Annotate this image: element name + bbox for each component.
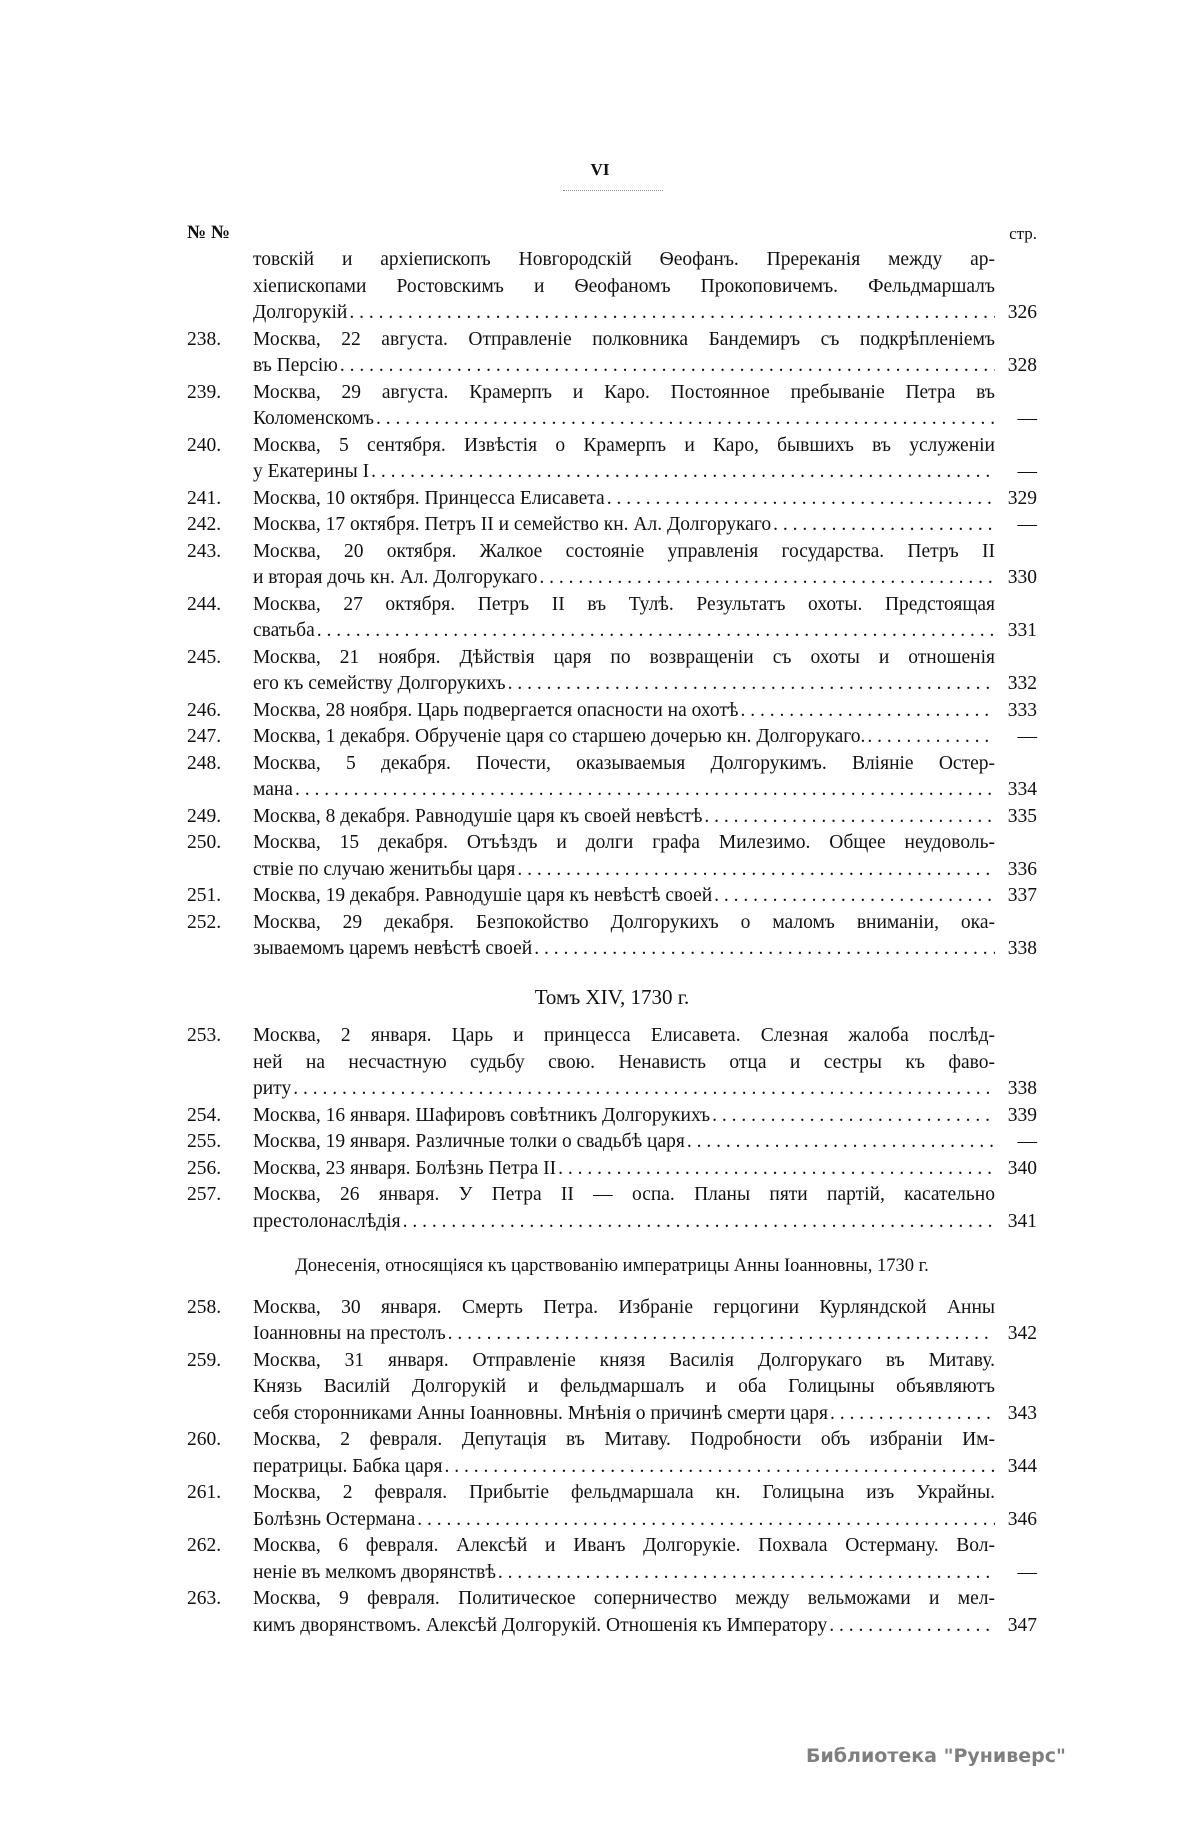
section-heading: Томъ XIV, 1730 г. bbox=[534, 984, 690, 1009]
entry-number bbox=[187, 300, 253, 327]
entry-text-line: Москва, 2 февраля. Депутація въ Митаву. Подробности объ избраніи Им- bbox=[253, 1429, 995, 1450]
entry-page bbox=[995, 1023, 1037, 1050]
entry-page: 328 bbox=[1007, 355, 1037, 376]
entry-text-line: Москва, 10 октября. Принцесса Елисавета bbox=[253, 487, 605, 509]
entry-text-line: его къ семейству Долгорукихъ bbox=[253, 673, 506, 694]
entry-page: 337 bbox=[1007, 885, 1037, 906]
entry-page bbox=[995, 645, 1037, 672]
entry-page bbox=[995, 830, 1037, 857]
entry-text bbox=[253, 1076, 995, 1103]
entry-number: 249. bbox=[187, 805, 222, 827]
entry-text-line: въ Персію bbox=[253, 355, 338, 376]
entry-text-line: Москва, 6 февраля. Алексѣй и Иванъ Долгорукіе. Похвала Остерману. Вол- bbox=[253, 1535, 995, 1556]
entry-number: 239. bbox=[187, 381, 222, 403]
entry-text-line: Москва, 21 ноября. Дѣйствія царя по возвращеніи съ охоты и отношенія bbox=[253, 646, 995, 668]
entry-text bbox=[253, 777, 995, 804]
entry-number bbox=[187, 1076, 253, 1103]
entry-text bbox=[253, 539, 995, 566]
entry-page: — bbox=[1017, 461, 1037, 482]
entry-text bbox=[253, 671, 995, 698]
entry-text bbox=[253, 1321, 995, 1348]
toc-entry-line bbox=[187, 1295, 1037, 1322]
entry-page: — bbox=[1017, 514, 1037, 535]
entry-number: 256. bbox=[187, 1157, 222, 1179]
toc-entry-line bbox=[187, 486, 1037, 513]
entry-number bbox=[187, 936, 253, 963]
entry-number: 245. bbox=[187, 646, 222, 668]
entry-number bbox=[187, 1507, 253, 1534]
entry-page: 331 bbox=[1007, 620, 1037, 641]
entry-page bbox=[995, 751, 1037, 778]
entry-page: 344 bbox=[1007, 1455, 1037, 1477]
entry-text bbox=[253, 698, 995, 725]
entry-page bbox=[995, 274, 1037, 301]
toc-entry-line bbox=[187, 751, 1037, 778]
entry-text-line: ператрицы. Бабка царя bbox=[253, 1455, 443, 1477]
entry-number: 259. bbox=[187, 1349, 222, 1371]
entry-text-line: неніе въ мелкомъ дворянствѣ bbox=[253, 1561, 496, 1583]
entry-text-line: Москва, 9 февраля. Политическое соперничество между вельможами и мел- bbox=[253, 1588, 995, 1609]
entry-number bbox=[187, 1374, 253, 1401]
entry-number: 243. bbox=[187, 540, 222, 562]
toc-entry-line bbox=[187, 1560, 1037, 1587]
entry-page: — bbox=[1017, 726, 1037, 747]
entry-page bbox=[995, 1182, 1037, 1209]
entry-page bbox=[995, 380, 1037, 407]
toc-entry-line bbox=[187, 698, 1037, 725]
dot-leader bbox=[401, 1209, 995, 1236]
entry-number: 246. bbox=[187, 699, 222, 721]
library-watermark: Библиотека "Руниверс" bbox=[806, 1745, 1066, 1767]
entry-text-line: Москва, 1 декабря. Обрученіе царя со старшею дочерью кн. Долгорукаго. bbox=[253, 726, 866, 747]
entry-number bbox=[187, 459, 253, 486]
entry-page bbox=[995, 592, 1037, 619]
entry-text bbox=[253, 1374, 995, 1401]
entry-text bbox=[253, 1023, 995, 1050]
entry-number: 248. bbox=[187, 752, 222, 774]
section-heading: Донесенія, относящіяся къ царствованію императрицы Анны Іоанновны, 1730 г. bbox=[295, 1256, 929, 1276]
entry-number bbox=[187, 671, 253, 698]
entry-text bbox=[253, 1050, 995, 1077]
toc-entry-line bbox=[187, 1586, 1037, 1613]
dot-leader bbox=[515, 857, 995, 884]
entry-text bbox=[253, 1427, 995, 1454]
entry-text bbox=[253, 433, 995, 460]
entry-page: — bbox=[1017, 1131, 1037, 1152]
entry-text-line: Іоанновны на престолъ bbox=[253, 1323, 446, 1344]
entry-page: 326 bbox=[1007, 302, 1037, 323]
toc-entry-line bbox=[187, 512, 1037, 539]
toc-entry-line bbox=[187, 936, 1037, 963]
entry-text bbox=[253, 618, 995, 645]
entry-page: 332 bbox=[1007, 673, 1037, 694]
entry-number: 244. bbox=[187, 593, 222, 615]
entry-text bbox=[253, 857, 995, 884]
entry-text-line: Москва, 5 сентября. Извѣстія о Крамерпъ и Каро, бывшихъ въ услуженіи bbox=[253, 434, 995, 456]
entry-text bbox=[253, 1209, 995, 1236]
toc-entry-line bbox=[187, 247, 1037, 274]
entry-text-line: риту bbox=[253, 1078, 292, 1099]
entry-text bbox=[253, 300, 995, 327]
entry-number bbox=[187, 1209, 253, 1236]
toc-entry-line bbox=[187, 1533, 1037, 1560]
entry-number: 254. bbox=[187, 1104, 222, 1126]
toc-entry-line bbox=[187, 539, 1037, 566]
entry-number: 262. bbox=[187, 1535, 222, 1556]
entry-text-line: Москва, 15 декабря. Отъѣздъ и долги графа Милезимо. Общее неудоволь- bbox=[253, 832, 995, 853]
entry-text bbox=[253, 247, 995, 274]
entry-page bbox=[995, 1050, 1037, 1077]
dot-leader bbox=[828, 1401, 995, 1428]
entry-text bbox=[253, 724, 995, 751]
entry-text-line: Москва, 19 декабря. Равнодушіе царя къ невѣстѣ своей bbox=[253, 885, 713, 906]
entry-text-line: у Екатерины I bbox=[253, 461, 370, 482]
entry-text-line: Москва, 22 августа. Отправленіе полковника Бандемиръ съ подкрѣпленіемъ bbox=[253, 328, 995, 350]
toc-entry-line bbox=[187, 459, 1037, 486]
entry-text-line: Москва, 27 октября. Петръ II въ Тулѣ. Результатъ охоты. Предстоящая bbox=[253, 593, 995, 615]
toc-entry-line bbox=[187, 327, 1037, 354]
entry-page bbox=[995, 327, 1037, 354]
dot-leader bbox=[605, 486, 995, 513]
entry-page bbox=[995, 1533, 1037, 1560]
entry-text-line: Москва, 20 октября. Жалкое состояніе управленія государства. Петръ II bbox=[253, 540, 995, 562]
dot-leader bbox=[865, 724, 995, 751]
entry-number bbox=[187, 1321, 253, 1348]
entry-text-line: Москва, 29 декабря. Безпокойство Долгорукихъ о маломъ вниманіи, ока- bbox=[253, 911, 995, 933]
entry-page: 330 bbox=[1007, 567, 1037, 588]
entry-text-line: Москва, 29 августа. Крамерпъ и Каро. Постоянное пребываніе Петра въ bbox=[253, 381, 995, 403]
entry-text bbox=[253, 883, 995, 910]
entry-text bbox=[253, 592, 995, 619]
dot-leader bbox=[415, 1507, 995, 1534]
entry-text-line: Долгорукій bbox=[253, 302, 348, 323]
entry-text bbox=[253, 1507, 995, 1534]
toc-entry-line bbox=[187, 1613, 1037, 1640]
entry-text-line: Москва, 5 декабря. Почести, оказываемыя Долгорукимъ. Вліяніе Остер- bbox=[253, 752, 995, 774]
entry-text-line: Москва, 19 января. Различные толки о свадьбѣ царя bbox=[253, 1131, 685, 1152]
toc-entry-line bbox=[187, 1023, 1037, 1050]
entry-text bbox=[253, 1454, 995, 1481]
entry-page bbox=[995, 247, 1037, 274]
entry-text bbox=[253, 486, 995, 513]
entry-text bbox=[253, 1348, 995, 1375]
toc-entry-line bbox=[187, 1050, 1037, 1077]
entry-number: 241. bbox=[187, 487, 222, 509]
entry-page: 334 bbox=[1007, 779, 1037, 800]
toc-entry-line bbox=[187, 565, 1037, 592]
entry-text bbox=[253, 274, 995, 301]
toc-entry-line bbox=[187, 830, 1037, 857]
toc-entry-line bbox=[187, 1507, 1037, 1534]
entry-number bbox=[187, 857, 253, 884]
toc-entry-line bbox=[187, 353, 1037, 380]
toc-entry-line bbox=[187, 1454, 1037, 1481]
entry-page: 341 bbox=[1007, 1210, 1037, 1232]
entry-number bbox=[187, 565, 253, 592]
entry-text bbox=[253, 830, 995, 857]
entry-number bbox=[187, 247, 253, 274]
dot-leader bbox=[369, 459, 995, 486]
entry-page bbox=[995, 1586, 1037, 1613]
entry-text bbox=[253, 459, 995, 486]
entry-page bbox=[995, 1427, 1037, 1454]
toc-entry-line bbox=[187, 1480, 1037, 1507]
dot-leader bbox=[374, 406, 995, 433]
dot-leader bbox=[712, 883, 995, 910]
entry-text bbox=[253, 804, 995, 831]
entry-number: 263. bbox=[187, 1588, 222, 1609]
dot-leader bbox=[291, 1076, 995, 1103]
entry-number bbox=[187, 1050, 253, 1077]
toc-entry-line bbox=[187, 724, 1037, 751]
entry-text bbox=[253, 1533, 995, 1560]
entry-text bbox=[253, 380, 995, 407]
entry-number: 238. bbox=[187, 328, 222, 350]
table-of-contents bbox=[187, 247, 1037, 1639]
entry-number bbox=[187, 1560, 253, 1587]
entry-text bbox=[253, 327, 995, 354]
entry-page: 333 bbox=[1007, 699, 1037, 721]
entry-page: 347 bbox=[1007, 1614, 1037, 1636]
toc-entry-line bbox=[187, 671, 1037, 698]
entry-text bbox=[253, 565, 995, 592]
entry-number: 247. bbox=[187, 726, 222, 747]
dot-leader bbox=[556, 1156, 995, 1183]
toc-entry-line bbox=[187, 777, 1037, 804]
dot-leader bbox=[685, 1129, 995, 1156]
entry-text bbox=[253, 1401, 995, 1428]
entry-text-line: ствіе по случаю женитьбы царя bbox=[253, 858, 516, 880]
toc-entry-line bbox=[187, 1182, 1037, 1209]
entry-text-line: Князь Василій Долгорукій и фельдмаршалъ и оба Голицыны объявляютъ bbox=[253, 1376, 995, 1397]
dot-leader bbox=[446, 1321, 995, 1348]
entry-text bbox=[253, 1129, 995, 1156]
entry-number: 251. bbox=[187, 885, 222, 906]
entry-text-line: Москва, 28 ноября. Царь подвергается опасности на охотѣ bbox=[253, 699, 739, 721]
entry-text-line: Москва, 2 февраля. Прибытіе фельдмаршала кн. Голицына изъ Украйны. bbox=[253, 1482, 995, 1503]
dot-leader bbox=[347, 300, 995, 327]
entry-number: 240. bbox=[187, 434, 222, 456]
entry-text bbox=[253, 936, 995, 963]
toc-entry-line bbox=[187, 1427, 1037, 1454]
entry-text bbox=[253, 1103, 995, 1130]
entry-text bbox=[253, 1182, 995, 1209]
entry-page: — bbox=[1017, 1561, 1037, 1583]
toc-entry-line bbox=[187, 300, 1037, 327]
toc-entry-line bbox=[187, 1103, 1037, 1130]
number-column-header: № № bbox=[187, 222, 230, 243]
entry-number bbox=[187, 406, 253, 433]
entry-page: 340 bbox=[1007, 1157, 1037, 1179]
entry-text-line: и вторая дочь кн. Ал. Долгорукаго bbox=[253, 567, 538, 588]
toc-entry-line bbox=[187, 910, 1037, 937]
toc-entry-line bbox=[187, 857, 1037, 884]
toc-entry-line bbox=[187, 1129, 1037, 1156]
entry-text-line: товскій и архіепископъ Новгородскій Ѳеофанъ. Пререканія между ар- bbox=[253, 249, 995, 270]
dot-leader bbox=[827, 1613, 995, 1640]
dot-leader bbox=[710, 1103, 995, 1130]
entry-page bbox=[995, 1295, 1037, 1322]
page-folio: VI bbox=[590, 160, 610, 179]
entry-page bbox=[995, 1374, 1037, 1401]
toc-entry-line bbox=[187, 274, 1037, 301]
toc-entry-line bbox=[187, 1156, 1037, 1183]
toc-entry-line bbox=[187, 804, 1037, 831]
toc-entry-line bbox=[187, 1321, 1037, 1348]
entry-text-line: зываемомъ царемъ невѣстѣ своей bbox=[253, 938, 533, 959]
entry-text-line: Москва, 2 января. Царь и принцесса Елисавета. Слезная жалоба послѣд- bbox=[253, 1025, 995, 1046]
entry-text bbox=[253, 1156, 995, 1183]
entry-page: 339 bbox=[1007, 1104, 1037, 1126]
toc-entry-line bbox=[187, 406, 1037, 433]
entry-text bbox=[253, 406, 995, 433]
entry-number: 250. bbox=[187, 832, 222, 853]
entry-text-line: Москва, 30 января. Смерть Петра. Избраніе герцогини Курляндской Анны bbox=[253, 1296, 995, 1318]
toc-entry-line bbox=[187, 1401, 1037, 1428]
entry-number bbox=[187, 777, 253, 804]
entry-number: 242. bbox=[187, 514, 222, 535]
entry-number: 258. bbox=[187, 1296, 222, 1318]
toc-entry-line bbox=[187, 1374, 1037, 1401]
toc-entry-line bbox=[187, 1348, 1037, 1375]
entry-page bbox=[995, 1348, 1037, 1375]
entry-text-line: кимъ дворянствомъ. Алексѣй Долгорукій. Отношенія къ Императору bbox=[253, 1614, 828, 1636]
toc-entry-line bbox=[187, 1209, 1037, 1236]
entry-page: 342 bbox=[1007, 1323, 1037, 1344]
page-column-header: стр. bbox=[1009, 224, 1037, 243]
entry-text-line: мана bbox=[253, 779, 293, 800]
dot-leader bbox=[338, 353, 995, 380]
toc-entry-line bbox=[187, 592, 1037, 619]
dot-leader bbox=[771, 512, 995, 539]
entry-number: 260. bbox=[187, 1429, 222, 1450]
dot-leader bbox=[443, 1454, 995, 1481]
dot-leader bbox=[506, 671, 995, 698]
entry-page: 329 bbox=[1007, 487, 1037, 509]
entry-number bbox=[187, 274, 253, 301]
entry-page bbox=[995, 910, 1037, 937]
entry-page bbox=[995, 539, 1037, 566]
entry-text-line: ней на несчастную судьбу свою. Ненависть отца и сестры къ фаво- bbox=[253, 1051, 995, 1073]
entry-number bbox=[187, 1454, 253, 1481]
entry-text-line: хіепископами Ростовскимъ и Ѳеофаномъ Прокоповичемъ. Фельдмаршалъ bbox=[253, 275, 995, 297]
toc-entry-line bbox=[187, 883, 1037, 910]
entry-text bbox=[253, 512, 995, 539]
entry-text-line: Москва, 17 октября. Петръ II и семейство кн. Ал. Долгорукаго bbox=[253, 514, 772, 535]
toc-entry-line bbox=[187, 645, 1037, 672]
entry-text bbox=[253, 751, 995, 778]
entry-page: 346 bbox=[1007, 1508, 1037, 1530]
entry-text-line: Москва, 31 января. Отправленіе князя Василія Долгорукаго въ Митаву. bbox=[253, 1349, 995, 1371]
entry-text bbox=[253, 1613, 995, 1640]
entry-text-line: Коломенскомъ bbox=[253, 408, 375, 429]
folio-rule bbox=[563, 190, 663, 191]
entry-text-line: Москва, 23 января. Болѣзнь Петра II bbox=[253, 1157, 557, 1179]
entry-text-line: престолонаслѣдія bbox=[253, 1210, 401, 1232]
entry-text-line: сватьба bbox=[253, 620, 315, 641]
toc-entry-line bbox=[187, 1076, 1037, 1103]
dot-leader bbox=[532, 936, 995, 963]
entry-text bbox=[253, 1586, 995, 1613]
entry-text-line: Болѣзнь Остермана bbox=[253, 1508, 416, 1530]
entry-page: 336 bbox=[1007, 858, 1037, 880]
dot-leader bbox=[496, 1560, 995, 1587]
toc-entry-line bbox=[187, 618, 1037, 645]
entry-number: 253. bbox=[187, 1025, 222, 1046]
entry-text bbox=[253, 910, 995, 937]
dot-leader bbox=[293, 777, 995, 804]
entry-text bbox=[253, 1560, 995, 1587]
toc-entry-line bbox=[187, 433, 1037, 460]
entry-number bbox=[187, 618, 253, 645]
entry-page bbox=[995, 1480, 1037, 1507]
entry-number bbox=[187, 353, 253, 380]
dot-leader bbox=[315, 618, 995, 645]
entry-text bbox=[253, 353, 995, 380]
entry-number: 252. bbox=[187, 911, 222, 933]
entry-number bbox=[187, 1401, 253, 1428]
entry-page: 335 bbox=[1007, 805, 1037, 827]
dot-leader bbox=[537, 565, 995, 592]
entry-text-line: Москва, 16 января. Шафировъ совѣтникъ Долгорукихъ bbox=[253, 1104, 711, 1126]
entry-text bbox=[253, 645, 995, 672]
entry-text bbox=[253, 1480, 995, 1507]
entry-page: 338 bbox=[1007, 938, 1037, 959]
toc-entry-line bbox=[187, 380, 1037, 407]
entry-number: 261. bbox=[187, 1482, 222, 1503]
dot-leader bbox=[738, 698, 995, 725]
entry-text bbox=[253, 1295, 995, 1322]
entry-number bbox=[187, 1613, 253, 1640]
dot-leader bbox=[702, 804, 995, 831]
entry-text-line: себя сторонниками Анны Іоанновны. Мнѣнія о причинѣ смерти царя bbox=[253, 1402, 828, 1424]
entry-page: 338 bbox=[1007, 1078, 1037, 1099]
entry-text-line: Москва, 8 декабря. Равнодушіе царя къ своей невѣстѣ bbox=[253, 805, 703, 827]
entry-text-line: Москва, 26 января. У Петра II — оспа. Планы пяти партій, касательно bbox=[253, 1184, 995, 1205]
entry-page: 343 bbox=[1007, 1402, 1037, 1424]
entry-number: 255. bbox=[187, 1131, 222, 1152]
entry-page: — bbox=[1017, 408, 1037, 429]
entry-number: 257. bbox=[187, 1184, 222, 1205]
entry-page bbox=[995, 433, 1037, 460]
